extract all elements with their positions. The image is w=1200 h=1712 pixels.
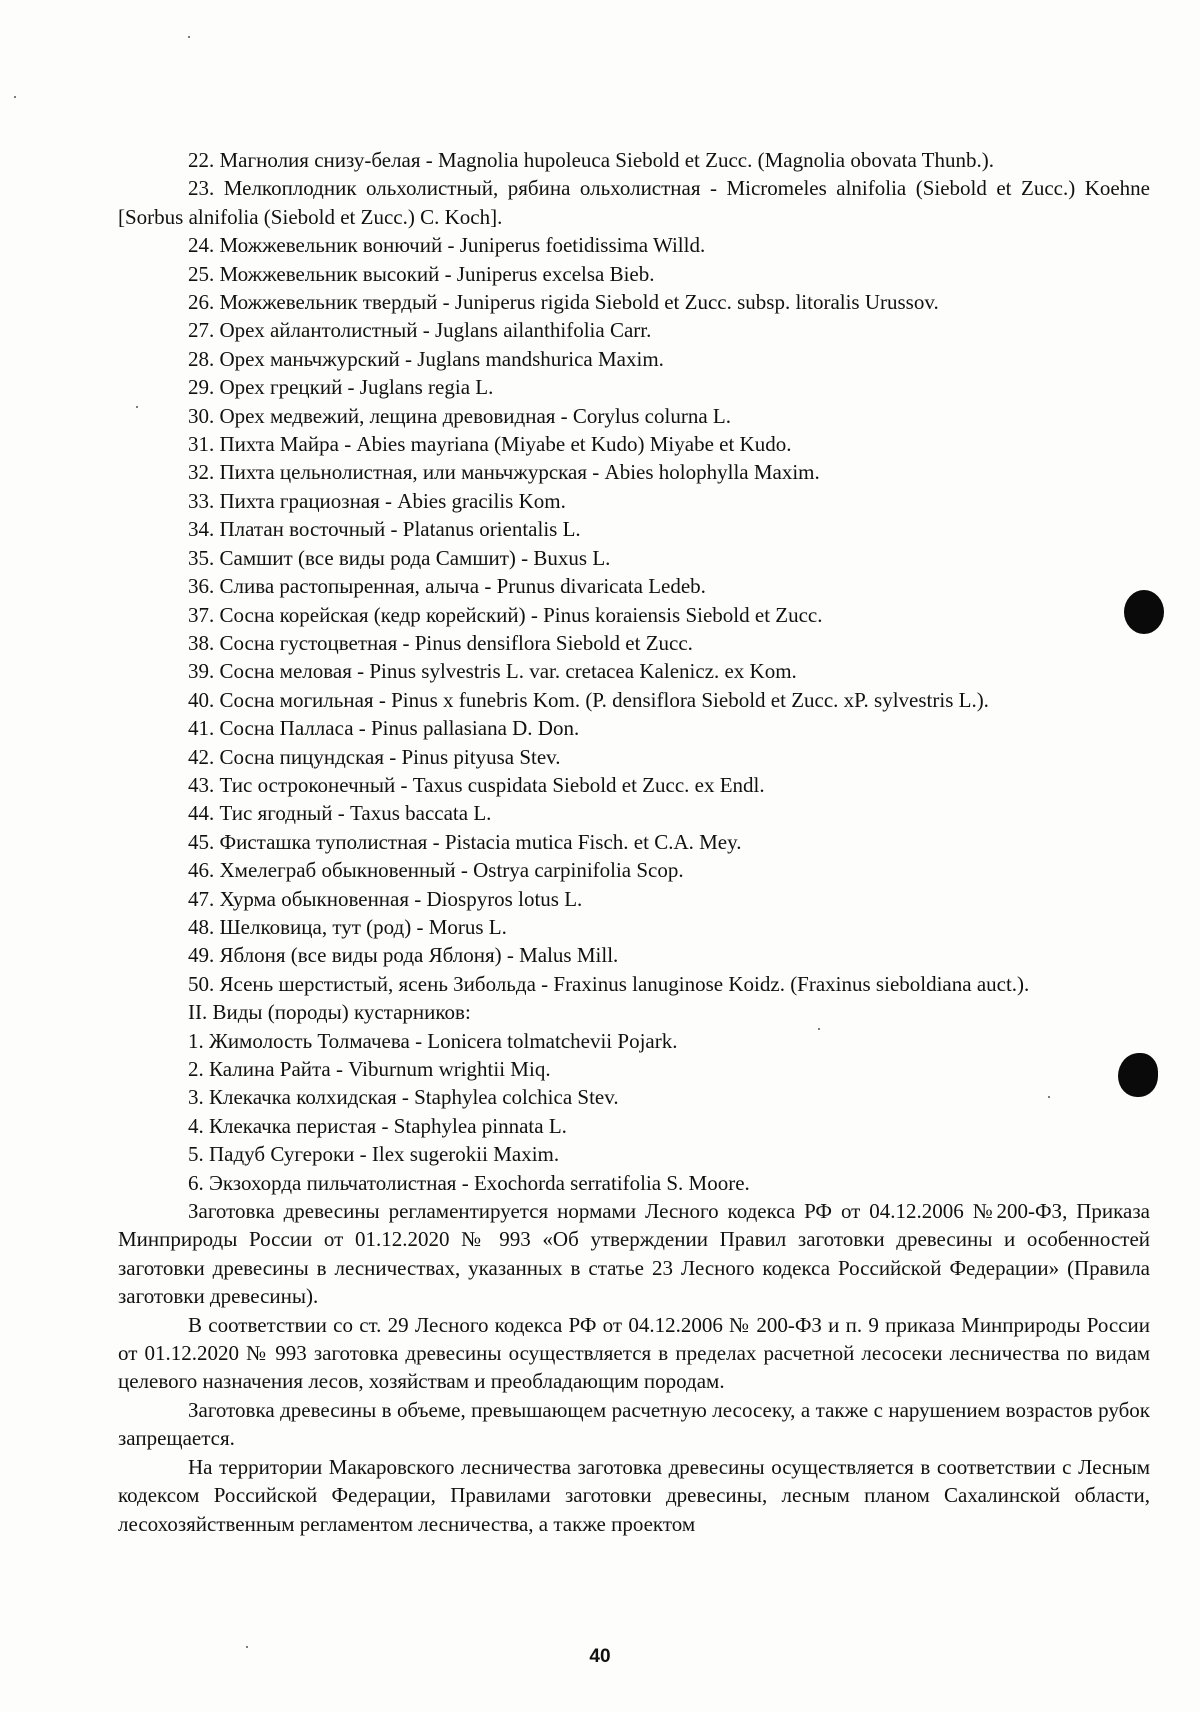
list-item: 40. Сосна могильная - Pinus x funebris Kom. (P. densiflora Siebold et Zucc. xP. sylvestris L.).	[188, 687, 989, 712]
shrub-item: 2. Калина Райта - Viburnum wrightii Miq.	[188, 1057, 551, 1081]
page-content	[118, 146, 1150, 1538]
list-item: 34. Платан восточный - Platanus orientalis L.	[188, 517, 581, 542]
list-item: 26. Можжевельник твердый - Juniperus rigida Siebold et Zucc. subsp. litoralis Urussov.	[188, 290, 939, 315]
list-item: 45. Фисташка туполистная - Pistacia mutica Fisch. et C.A. Mey.	[188, 829, 742, 854]
shrub-item: 6. Экзохорда пильчатолистная - Exochorda serratifolia S. Moore.	[188, 1170, 750, 1195]
list-item: 47. Хурма обыкновенная - Diospyros lotus L.	[188, 886, 583, 911]
list-item: 29. Орех грецкий - Juglans regia L.	[188, 375, 494, 400]
list-item: 41. Сосна Палласа - Pinus pallasiana D. Don.	[188, 716, 580, 741]
page-number: 40	[589, 1646, 611, 1667]
scan-speck	[818, 1028, 820, 1030]
list-item: 48. Шелковица, тут (род) - Morus L.	[188, 914, 507, 939]
shrub-item: 1. Жимолость Толмачева - Lonicera tolmatchevii Pojark.	[188, 1028, 678, 1053]
list-item: 30. Орех медвежий, лещина древовидная - Corylus colurna L.	[188, 403, 731, 428]
list-item: 50. Ясень шерстистый, ясень Зибольда - Fraxinus lanuginose Koidz. (Fraxinus sieboldiana auct.).	[188, 971, 1030, 996]
list-item: 33. Пихта грациозная - Abies gracilis Kom.	[188, 488, 566, 513]
list-item: 27. Орех айлантолистный - Juglans ailanthifolia Carr.	[188, 318, 652, 343]
body-paragraph: На территории Макаровского лесничества заготовка древесины осуществляется в соответствии с Лесным кодексом Российской Федерации, Правилами заготовки древесины, лесным планом Сахалинской области, лесохозяйственным регламентом лесничества, а также проектом	[118, 1454, 1150, 1536]
list-item: 35. Самшит (все виды рода Самшит) - Buxus L.	[188, 545, 611, 570]
list-item: 49. Яблоня (все виды рода Яблоня) - Malus Mill.	[188, 943, 619, 968]
list-item: 22. Магнолия снизу-белая - Magnolia hupoleuca Siebold et Zucc. (Magnolia obovata Thunb.).	[188, 148, 994, 172]
section-heading: II. Виды (породы) кустарников:	[188, 1000, 471, 1025]
list-item: 46. Хмелеграб обыкновенный - Ostrya carpinifolia Scop.	[188, 858, 684, 883]
scan-speck	[136, 406, 138, 408]
punch-hole-mark	[1118, 1053, 1158, 1097]
shrub-item: 5. Падуб Сугероки - Ilex sugerokii Maxim.	[188, 1142, 560, 1167]
list-item: 37. Сосна корейская (кедр корейский) - Pinus koraiensis Siebold et Zucc.	[188, 602, 823, 627]
scan-speck	[14, 96, 16, 98]
list-item: 31. Пихта Майра - Abies mayriana (Miyabe et Kudo) Miyabe et Kudo.	[188, 432, 792, 457]
list-item: 36. Слива растопыренная, алыча - Prunus divaricata Ledeb.	[188, 574, 706, 599]
list-item: 23. Мелкоплодник ольхолистный, рябина ольхолистная - Micromeles alnifolia (Siebold et Zucc.) Koehne [Sorbus alnifolia (Siebold et Zucc.) C. Koch].	[118, 176, 1150, 229]
list-item: 24. Можжевельник вонючий - Juniperus foetidissima Willd.	[188, 233, 706, 258]
body-paragraph: Заготовка древесины в объеме, превышающем расчетную лесосеку, а также с нарушением возрастов рубок запрещается.	[118, 1397, 1150, 1451]
shrub-item: 3. Клекачка колхидская - Staphylea colchica Stev.	[188, 1085, 619, 1110]
body-paragraph: В соответствии со ст. 29 Лесного кодекса РФ от 04.12.2006 № 200-ФЗ и п. 9 приказа Минприроды России от 01.12.2020 № 993 заготовка древесины осуществляется в пределах расчетной лесосеки лесничества по видам целевого назначения лесов, хозяйствам и преобладающим породам.	[118, 1312, 1150, 1394]
punch-hole-mark	[1124, 590, 1164, 634]
list-item: 42. Сосна пицундская - Pinus pityusa Stev.	[188, 744, 561, 769]
list-item: 28. Орех маньчжурский - Juglans mandshurica Maxim.	[188, 346, 664, 371]
list-item: 32. Пихта цельнолистная, или маньчжурская - Abies holophylla Maxim.	[188, 460, 820, 485]
scan-speck	[188, 36, 190, 38]
list-item: 25. Можжевельник высокий - Juniperus excelsa Bieb.	[188, 261, 655, 286]
shrub-item: 4. Клекачка перистая - Staphylea pinnata L.	[188, 1113, 567, 1138]
list-item: 39. Сосна меловая - Pinus sylvestris L. var. cretacea Kalenicz. ex Kom.	[188, 659, 797, 684]
body-paragraph: Заготовка древесины регламентируется нормами Лесного кодекса РФ от 04.12.2006 №200-ФЗ, Приказа Минприроды России от 01.12.2020 № 993 «Об утверждении Правил заготовки древесины и особенностей заготовки древесины в лесничествах, указанных в статье 23 Лесного кодекса Российской Федерации» (Правила заготовки древесины).	[118, 1199, 1150, 1309]
list-item: 43. Тис остроконечный - Taxus cuspidata Siebold et Zucc. ex Endl.	[188, 772, 765, 797]
scan-speck	[1048, 1096, 1050, 1098]
list-item: 38. Сосна густоцветная - Pinus densiflora Siebold et Zucc.	[188, 630, 693, 655]
list-item: 44. Тис ягодный - Taxus baccata L.	[188, 801, 492, 826]
